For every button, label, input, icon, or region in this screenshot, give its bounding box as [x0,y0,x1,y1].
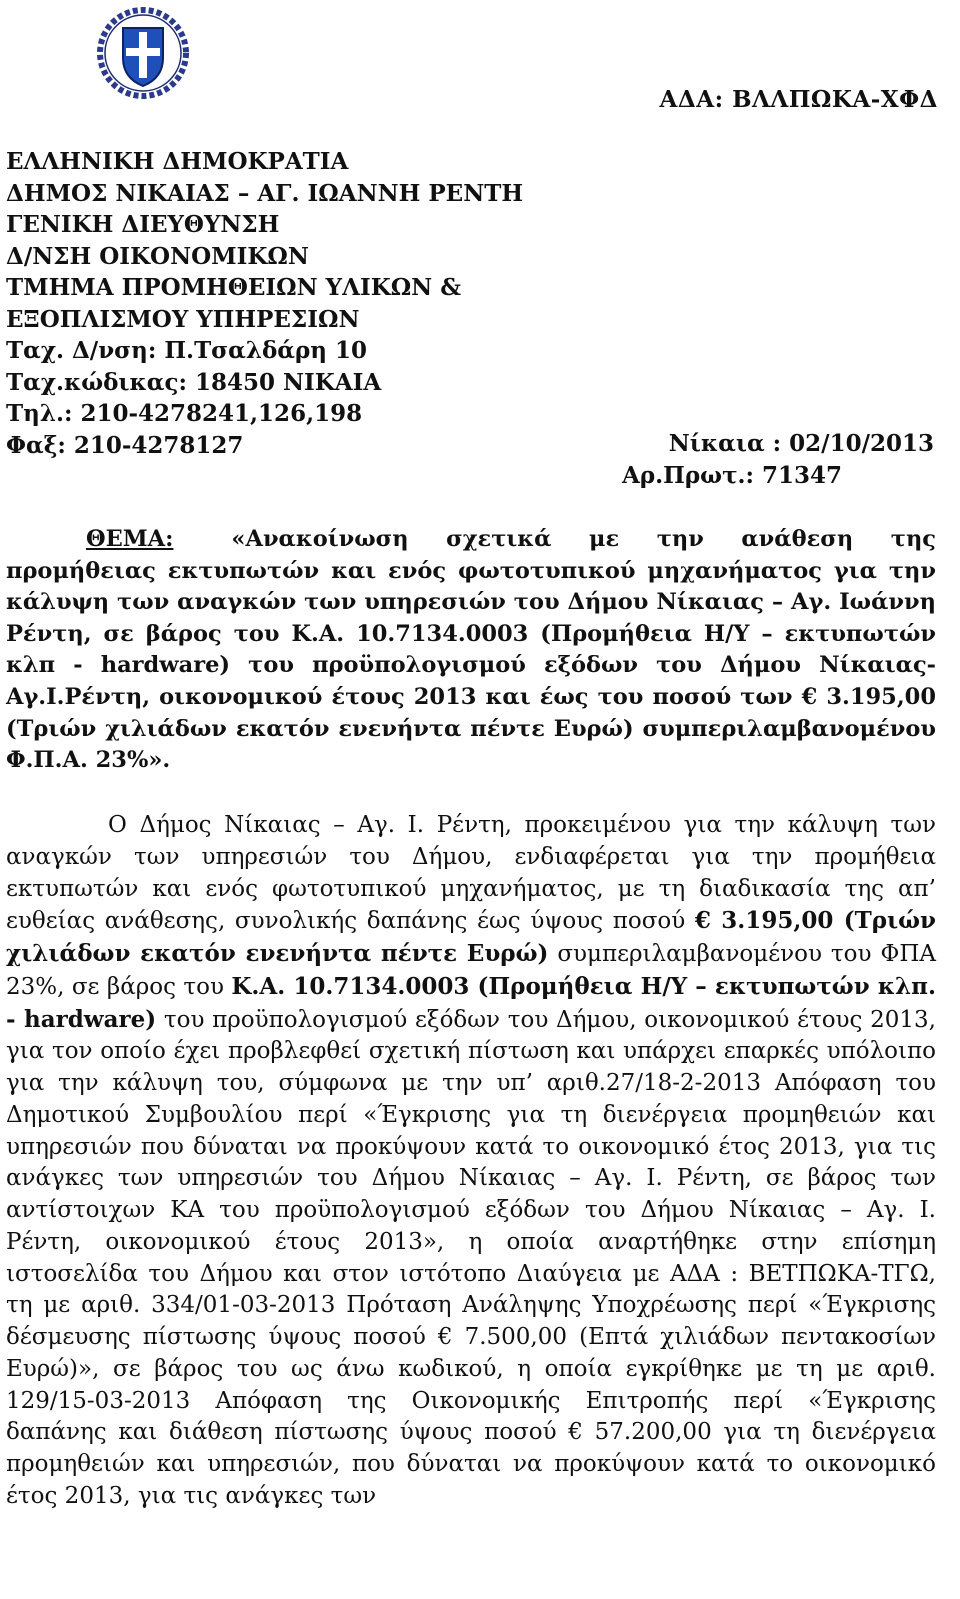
header-line-department-cont: ΕΞΟΠΛΙΣΜΟΥ ΥΠΗΡΕΣΙΩΝ [6,305,360,333]
subject-label: ΘΕΜΑ: [86,526,174,552]
body-budget-code: Κ.Α. 10.7134.0003 (Προμήθεια Η/Υ – εκτυπωτών κλπ. - hardware) [6,972,936,1033]
ada-code: ΑΔΑ: ΒΛΛΠΩΚΑ-ΧΦΔ [659,86,938,113]
header-line-postal-code: Ταχ.κώδικας: 18450 ΝΙΚΑΙΑ [6,368,382,396]
body-text-part-1: Ο Δήμος Νίκαιας – Αγ. Ι. Ρέντη, προκειμένου για την κάλυψη των αναγκών των υπηρεσιών του Δήμου, ενδιαφέρεται για την προμήθεια εκτυπωτών και ενός φωτοτυπικού μηχανήματος, με τη διαδικασία της απ’ ευθείας ανάθεσης, συνολικής δαπάνης έως ύψους ποσού [6,812,936,935]
sender-header [6,146,523,461]
header-line-municipality: ΔΗΜΟΣ ΝΙΚΑΙΑΣ – ΑΓ. ΙΩΑΝΝΗ ΡΕΝΤΗ [6,179,524,207]
header-line-department: ΤΜΗΜΑ ΠΡΟΜΗΘΕΙΩΝ ΥΛΙΚΩΝ & [6,274,461,301]
header-line-finance-directorate: Δ/ΝΣΗ ΟΙΚΟΝΟΜΙΚΩΝ [6,242,309,270]
header-line-address: Ταχ. Δ/νση: Π.Τσαλδάρη 10 [6,337,368,364]
body-text-part-2: συμπεριλαμβανομένου του ΦΠΑ 23%, σε βάρος του [6,941,936,1000]
header-line-general-directorate: ΓΕΝΙΚΗ ΔΙΕΥΘΥΝΣΗ [6,211,280,238]
header-line-fax: Φαξ: 210-4278127 [6,431,244,459]
body-amount: € 3.195,00 (Τριών χιλιάδων εκατόν ενενήντα πέντε Ευρώ) [6,907,936,967]
header-line-republic: ΕΛΛΗΝΙΚΗ ΔΗΜΟΚΡΑΤΙΑ [6,148,349,175]
subject-paragraph [6,524,936,777]
body-paragraph [6,810,936,1513]
header-line-phone: Τηλ.: 210-4278241,126,198 [6,400,363,427]
subject-text: «Ανακοίνωση σχετικά με την ανάθεση της προμήθειας εκτυπωτών και ενός φωτοτυπικού μηχανήματος για την κάλυψη των αναγκών των υπηρεσιών του Δήμου Νίκαιας – Αγ. Ιωάννη Ρέντη, σε βάρος του Κ.Α. 10.7134.0003 (Προμήθεια Η/Υ – εκτυπωτών κλπ - hardware) του προϋπολογισμού εξόδων του Δήμου Νίκαιας-Αγ.Ι.Ρέντη, οικονομικού έτους 2013 και έως του ποσού των € 3.195,00 (Τριών χιλιάδων εκατόν ενενήντα πέντε Ευρώ) συμπεριλαμβανομένου Φ.Π.Α. 23%». [6,526,936,774]
body-text-part-3: του προϋπολογισμού εξόδων του Δήμου, οικονομικού έτους 2013, για τον οποίο έχει προβλεφθεί σχετική πίστωση και υπάρχει επαρκές υπόλοιπο για την κάλυψη του, σύμφωνα με την υπ’ αριθ.27/18-2-2013 Απόφαση του Δημοτικού Συμβουλίου περί «Έγκρισης για τη διενέργεια προμηθειών και υπηρεσιών που δύναται να προκύψουν κατά το οικονομικό έτος 2013, για τις ανάγκες των υπηρεσιών του Δήμου Νίκαιας – Αγ. Ι. Ρέντη, σε βάρος των αντίστοιχων ΚΑ του προϋπολογισμού εξόδων του Δήμου Νίκαιας – Αγ. Ι. Ρέντη, οικονομικού έτους 2013», η οποία αναρτήθηκε στην επίσημη ιστοσελίδα του Δήμου και στον ιστότοπο Διαύγεια με ΑΔΑ : ΒΕΤΠΩΚΑ-ΤΓΩ, τη με αριθ. 334/01-03-2013 Πρόταση Ανάληψης Υποχρέωσης περί «Έγκρισης δέσμευσης πίστωσης ύψους ποσού € 7.500,00 (Επτά χιλιάδων πεντακοσίων Ευρώ)», σε βάρος του ως άνω κωδικού, η οποία εγκρίθηκε με τη με αριθ. 129/15-03-2013 Απόφαση της Οικονομικής Επιτροπής περί «Έγκρισης δαπάνης και διάθεση πίστωσης ύψους ποσού € 57.200,00 για τη διενέργεια προμηθειών και υπηρεσιών, που δύναται να προκύψουν κατά το οικονομικό έτος 2013, για τις ανάγκες των [6,1006,936,1509]
document-date: Νίκαια : 02/10/2013 [668,430,934,457]
protocol-number: Αρ.Πρωτ.: 71347 [622,462,843,489]
greek-national-emblem-icon [96,6,190,100]
